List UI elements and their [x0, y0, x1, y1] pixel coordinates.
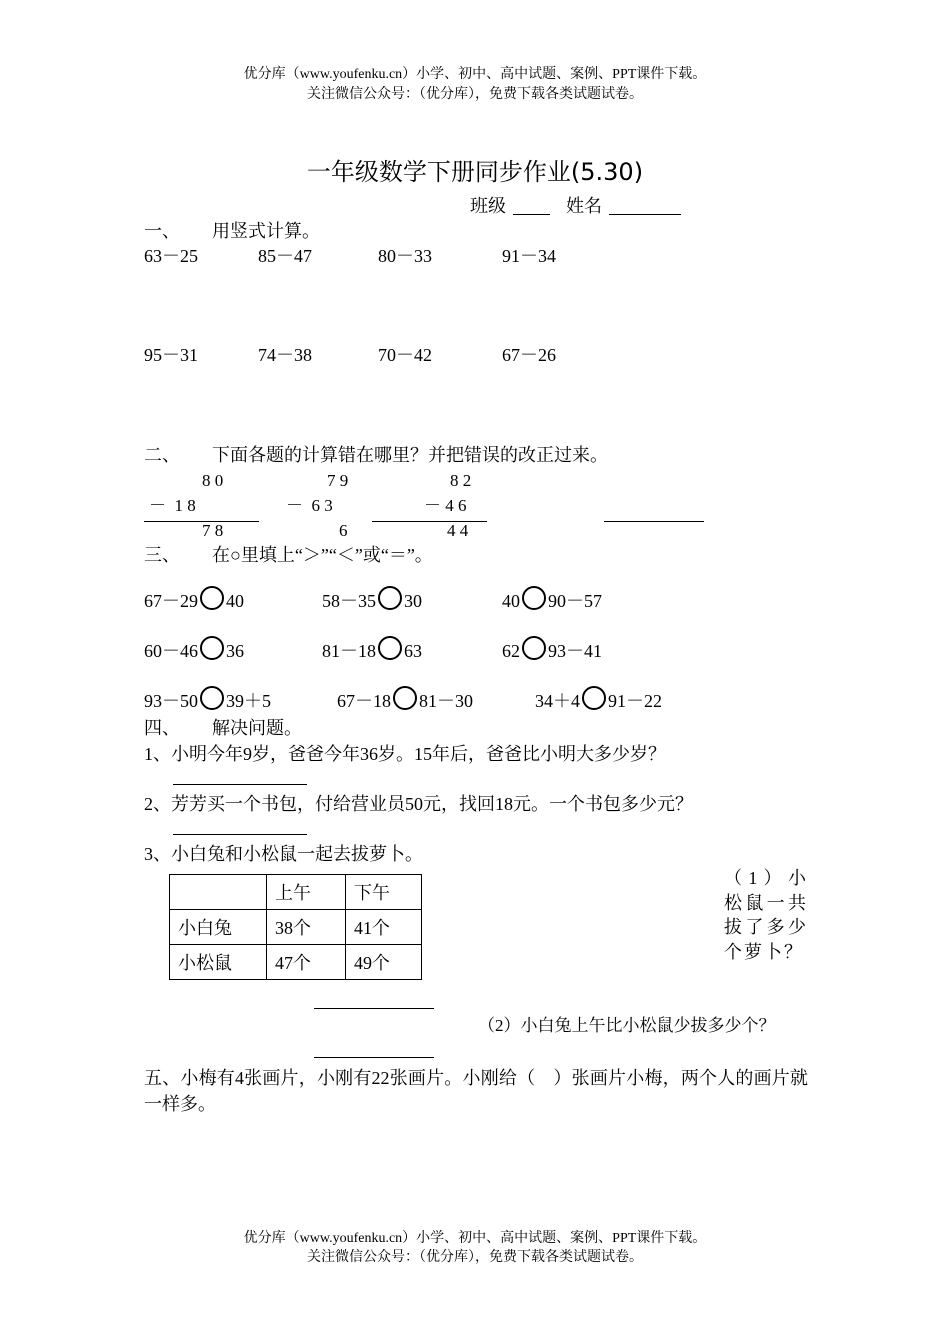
compare-circle[interactable] [522, 636, 546, 660]
compare-item [144, 636, 244, 663]
compare-item [322, 636, 422, 663]
compare-right: 30 [404, 591, 422, 611]
compare-left: 40 [502, 591, 520, 611]
vertical-subtrahend: － 6 3 [286, 496, 333, 515]
compare-left: 34＋4 [535, 691, 580, 711]
section2-title: 下面各题的计算错在哪里？并把错误的改正过来。 [212, 445, 608, 465]
class-label: 班级 [470, 196, 506, 216]
section3-heading: 三、 [144, 545, 180, 565]
data-table [169, 874, 422, 980]
compare-right: 36 [226, 641, 244, 661]
vertical-result: 7 8 [202, 521, 224, 540]
question-2: 2、芳芳买一个书包，付给营业员50元，找回18元。一个书包多少元？ [144, 794, 693, 814]
s1-problem: 85－47 [258, 246, 312, 266]
compare-right: 63 [404, 641, 422, 661]
table-row [170, 945, 422, 980]
compare-circle[interactable] [200, 686, 224, 710]
compare-circle[interactable] [378, 586, 402, 610]
compare-item [337, 686, 473, 713]
s1-problem: 63－25 [144, 246, 198, 266]
compare-left: 67－18 [337, 691, 391, 711]
compare-item [502, 636, 602, 663]
name-blank[interactable] [609, 214, 681, 215]
vertical-subtrahend: － 4 6 [424, 496, 467, 515]
section4-title: 解决问题。 [212, 718, 302, 738]
s1-problem: 91－34 [502, 246, 556, 266]
table-cell: 上午 [267, 875, 346, 910]
compare-right: 90－57 [548, 591, 602, 611]
section1-title: 用竖式计算。 [212, 221, 320, 241]
s1-problem: 95－31 [144, 345, 198, 365]
s1-problem: 74－38 [258, 345, 312, 365]
compare-right: 39＋5 [226, 691, 271, 711]
compare-item [144, 586, 244, 613]
compare-left: 67－29 [144, 591, 198, 611]
section5-question: 五、小梅有4张画片，小刚有22张画片。小刚给（ ）张画片小梅，两个人的画片就一样多。 [144, 1068, 808, 1114]
compare-right: 40 [226, 591, 244, 611]
compare-left: 62 [502, 641, 520, 661]
section2-heading: 二、 [144, 445, 180, 465]
vertical-top: 8 2 [450, 471, 472, 490]
compare-circle[interactable] [582, 686, 606, 710]
compare-right: 81－30 [419, 691, 473, 711]
table-cell: 小松鼠 [170, 945, 267, 980]
question-1: 1、小明今年9岁，爸爸今年36岁。15年后，爸爸比小明大多少岁？ [144, 744, 666, 764]
class-blank[interactable] [513, 214, 550, 215]
compare-left: 81－18 [322, 641, 376, 661]
compare-circle[interactable] [200, 636, 224, 660]
compare-right: 91－22 [608, 691, 662, 711]
vertical-rule [372, 521, 487, 522]
compare-item [322, 586, 422, 613]
compare-circle[interactable] [393, 686, 417, 710]
question-3-2: （2）小白兔上午比小松鼠少拔多少个？ [478, 1016, 776, 1035]
table-cell: 小白兔 [170, 910, 267, 945]
compare-left: 93－50 [144, 691, 198, 711]
answer-blank-2[interactable] [173, 834, 307, 835]
header-line-2: 关注微信公众号：（优分库），免费下载各类试题试卷。 [307, 87, 643, 102]
table-cell: 38个 [267, 910, 346, 945]
answer-blank-3-2[interactable] [314, 1057, 434, 1058]
compare-circle[interactable] [522, 586, 546, 610]
s1-problem: 70－42 [378, 345, 432, 365]
compare-item [144, 686, 271, 713]
compare-right: 93－41 [548, 641, 602, 661]
answer-blank-3-1[interactable] [314, 1008, 434, 1009]
footer-line-1: 优分库（www.youfenku.cn）小学、初中、高中试题、案例、PPT课件下载。 [243, 1231, 707, 1246]
compare-item [502, 586, 602, 613]
table-row [170, 910, 422, 945]
vertical-top: 7 9 [327, 471, 349, 490]
header-line-1: 优分库（www.youfenku.cn）小学、初中、高中试题、案例、PPT课件下载。 [243, 67, 707, 82]
answer-blank-1[interactable] [173, 784, 307, 785]
vertical-result: 6 [339, 521, 348, 540]
vertical-subtrahend: － 1 8 [149, 496, 196, 515]
name-label: 姓名 [566, 196, 602, 216]
compare-circle[interactable] [200, 586, 224, 610]
table-cell [170, 875, 267, 910]
footer-line-2: 关注微信公众号：（优分库），免费下载各类试题试卷。 [307, 1250, 643, 1265]
table-row [170, 875, 422, 910]
s1-problem: 80－33 [378, 246, 432, 266]
correction-blank[interactable] [604, 521, 704, 522]
table-cell: 下午 [346, 875, 422, 910]
table-cell: 49个 [346, 945, 422, 980]
page-title: 一年级数学下册同步作业(5.30) [306, 158, 644, 186]
compare-item [535, 686, 662, 713]
table-cell: 47个 [267, 945, 346, 980]
section3-title: 在○里填上“＞”“＜”或“＝”。 [212, 545, 433, 565]
question-3: 3、小白兔和小松鼠一起去拔萝卜。 [144, 844, 423, 864]
vertical-result: 4 4 [447, 521, 469, 540]
vertical-top: 8 0 [202, 471, 224, 490]
s1-problem: 67－26 [502, 345, 556, 365]
compare-left: 60－46 [144, 641, 198, 661]
compare-circle[interactable] [378, 636, 402, 660]
question-3-1: （1）小松鼠一共拔了多少个萝卜？ [724, 868, 808, 962]
table-cell: 41个 [346, 910, 422, 945]
section4-heading: 四、 [144, 718, 180, 738]
section1-heading: 一、 [144, 221, 180, 241]
compare-left: 58－35 [322, 591, 376, 611]
